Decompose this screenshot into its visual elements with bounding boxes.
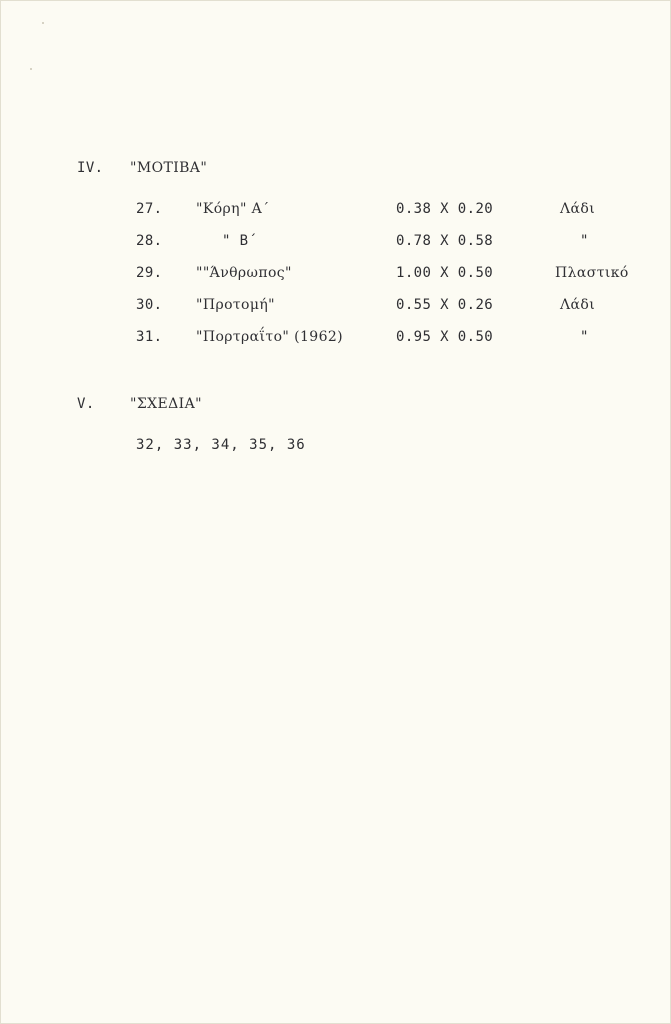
paper-speck (30, 68, 32, 70)
item-number: 31. (136, 329, 163, 345)
item-dimensions: 1.00 Χ 0.50 (396, 265, 494, 281)
item-title: " Β΄ (222, 233, 258, 249)
item-medium: Λάδι (560, 201, 596, 217)
item-dimensions: 0.78 Χ 0.58 (396, 233, 494, 249)
item-number: 29. (136, 265, 163, 281)
item-title: "Πορτραΐτο" (1962) (196, 329, 344, 345)
item-number: 30. (136, 297, 163, 313)
item-medium: " (580, 329, 589, 345)
item-title: "Προτομή" (196, 297, 276, 313)
item-medium: Πλαστικό (555, 265, 629, 281)
item-dimensions: 0.55 Χ 0.26 (396, 297, 494, 313)
section-v-numeral: V. (77, 396, 95, 412)
paper-speck (42, 22, 44, 24)
item-title: "Κόρη" Α΄ (196, 201, 270, 217)
item-title: ""Άνθρωπος" (196, 265, 292, 281)
item-medium: Λάδι (560, 297, 596, 313)
item-dimensions: 0.95 Χ 0.50 (396, 329, 494, 345)
section-iv-numeral: IV. (77, 160, 104, 176)
sketch-number-list: 32, 33, 34, 35, 36 (136, 437, 306, 453)
item-number: 28. (136, 233, 163, 249)
section-iv-title: "ΜΟΤΙΒΑ" (130, 160, 208, 176)
item-medium: " (580, 233, 589, 249)
item-dimensions: 0.38 Χ 0.20 (396, 201, 494, 217)
section-v-title: "ΣΧΕΔΙΑ" (130, 396, 202, 412)
item-number: 27. (136, 201, 163, 217)
